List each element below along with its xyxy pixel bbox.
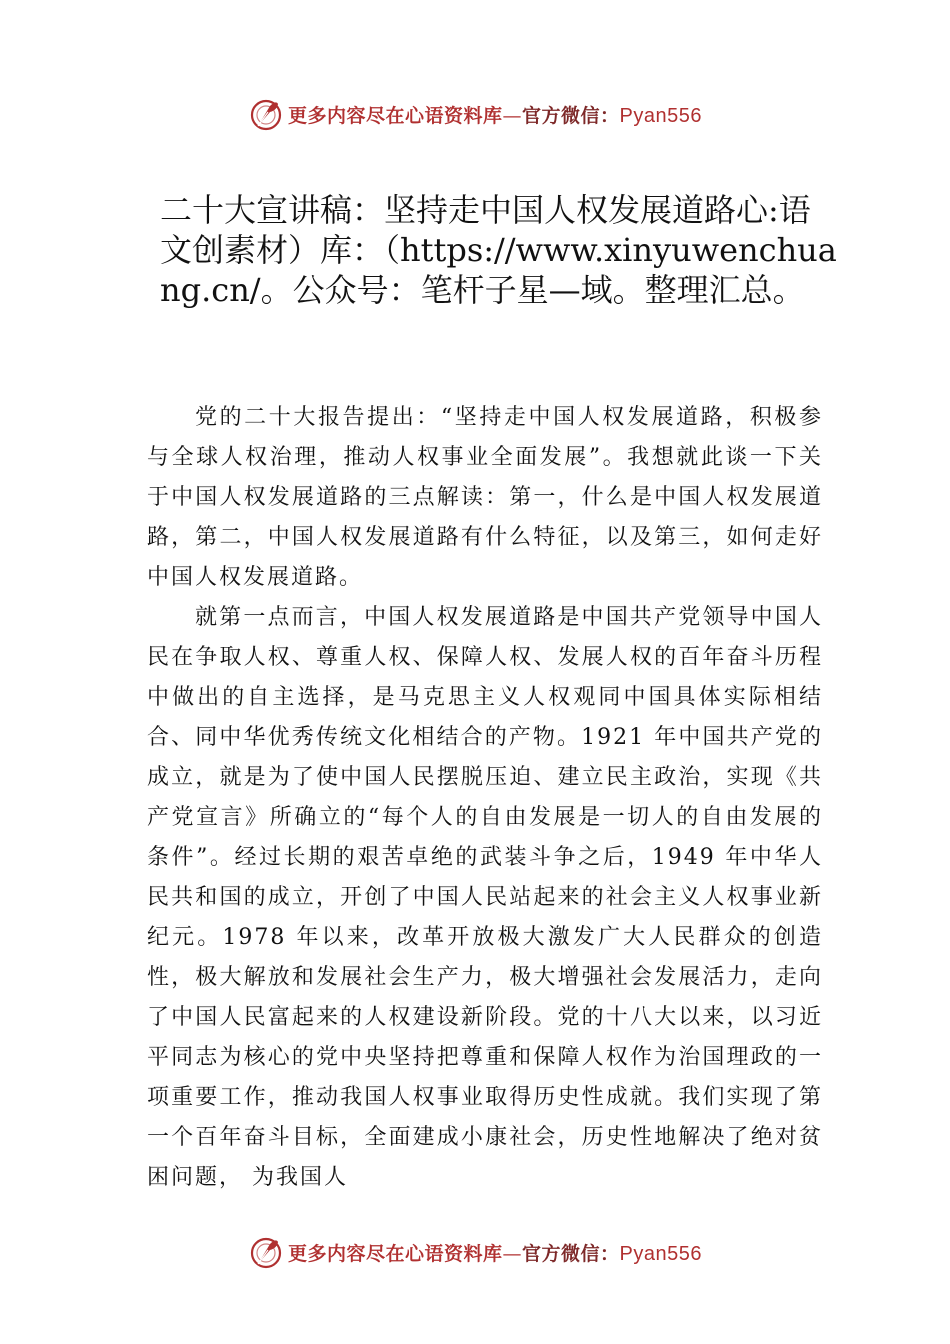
banner-dash: —: [502, 1242, 523, 1265]
banner-dash: —: [502, 104, 523, 127]
banner-account: Pyan556: [619, 1242, 702, 1265]
quill-pen-logo-icon: [248, 96, 284, 132]
banner-main-text: 更多内容尽在心语资料库: [288, 104, 503, 127]
document-body: [147, 398, 823, 1198]
banner-text: [288, 101, 702, 128]
banner-wechat-label: 官方微信：: [522, 1242, 620, 1265]
banner-account: Pyan556: [619, 104, 702, 127]
quill-pen-logo-icon: [248, 1234, 284, 1270]
footer-banner: [0, 1232, 950, 1272]
banner-main-text: 更多内容尽在心语资料库: [288, 1242, 503, 1265]
banner-wechat-label: 官方微信：: [522, 104, 620, 127]
document-title: 二十大宣讲稿：坚持走中国人权发展道路心:语文创素材）库：（https://www.xinyuwenchuang.cn/。公众号：笔杆子星—域。整理汇总。: [160, 191, 837, 309]
paragraph: 党的二十大报告提出：“坚持走中国人权发展道路，积极参与全球人权治理，推动人权事业全面发展”。我想就此谈一下关于中国人权发展道路的三点解读：第一，什么是中国人权发展道路，第二，中国人权发展道路有什么特征，以及第三，如何走好中国人权发展道路。: [147, 405, 823, 590]
banner-text: [288, 1239, 702, 1266]
header-banner: [0, 94, 950, 134]
paragraph: 就第一点而言，中国人权发展道路是中国共产党领导中国人民在争取人权、尊重人权、保障人权、发展人权的百年奋斗历程中做出的自主选择，是马克思主义人权观同中国具体实际相结合、同中华优秀传统文化相结合的产物。1921 年中国共产党的成立，就是为了使中国人民摆脱压迫、建立民主政治，实现《共产党宣言》所确立的“每个人的自由发展是一切人的自由发展的条件”。经过长期的艰苦卓绝的武装斗争之后，1949 年中华人民共和国的成立，开创了中国人民站起来的社会主义人权事业新纪元。1978 年以来，改革开放极大激发广大人民群众的创造性，极大解放和发展社会生产力，极大增强社会发展活力，走向了中国人民富起来的人权建设新阶段。党的十八大以来，以习近平同志为核心的党中央坚持把尊重和保障人权作为治国理政的一项重要工作，推动我国人权事业取得历史性成就。我们实现了第一个百年奋斗目标，全面建成小康社会，历史性地解决了绝对贫困问题， 为我国人: [147, 605, 823, 1190]
